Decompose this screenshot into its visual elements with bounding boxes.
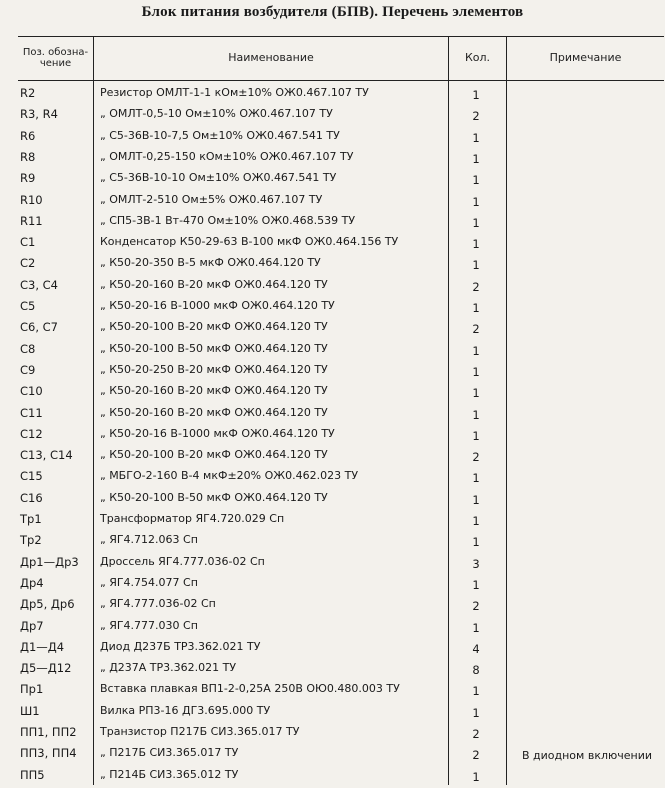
- row-quantity: 1: [472, 194, 480, 209]
- row-quantity: 2: [472, 279, 480, 294]
- row-position: ПП1, ПП2: [20, 725, 77, 739]
- row-position: R3, R4: [20, 107, 58, 122]
- table-row: [18, 530, 664, 553]
- row-position: Д5—Д12: [20, 661, 72, 676]
- row-quantity: 1: [472, 151, 480, 166]
- table-row: [18, 679, 664, 702]
- row-position: C8: [20, 341, 36, 356]
- row-position: R6: [20, 128, 36, 143]
- elements-table: [18, 36, 664, 785]
- row-position: C10: [20, 384, 43, 399]
- row-name: „ К50-20-100 В-50 мкФ ОЖ0.464.120 ТУ: [100, 490, 328, 504]
- row-quantity: 1: [472, 514, 480, 528]
- row-quantity: 1: [472, 88, 480, 102]
- row-name: Диод Д237Б ТР3.362.021 ТУ: [100, 639, 261, 653]
- table-row: [18, 317, 664, 340]
- row-position: ПП5: [20, 767, 45, 782]
- row-position: Пр1: [20, 682, 44, 697]
- table-row: [18, 701, 664, 724]
- row-name: „ К50-20-16 В-1000 мкФ ОЖ0.464.120 ТУ: [100, 299, 335, 312]
- table-row: [18, 168, 664, 191]
- row-position: Др7: [20, 618, 44, 633]
- table-row: [18, 126, 664, 149]
- header-name: Наименование: [228, 51, 314, 64]
- table-row: [18, 104, 664, 127]
- row-position: C11: [20, 405, 43, 420]
- row-name: „ К50-20-16 В-1000 мкФ ОЖ0.464.120 ТУ: [100, 426, 335, 440]
- row-quantity: 1: [472, 492, 480, 507]
- row-name: „ С5-36В-10-7,5 Ом±10% ОЖ0.467.541 ТУ: [100, 128, 340, 142]
- row-position: R2: [20, 86, 36, 100]
- row-name: Конденсатор К50-29-63 В-100 мкФ ОЖ0.464.156 ТУ: [100, 235, 399, 249]
- row-name: Вилка РП3-16 ДГ3.695.000 ТУ: [100, 703, 271, 717]
- row-quantity: 1: [472, 535, 480, 550]
- row-name: „ К50-20-250 В-20 мкФ ОЖ0.464.120 ТУ: [100, 362, 328, 376]
- row-name: Трансформатор ЯГ4.720.029 Сп: [100, 512, 285, 525]
- table-row: [18, 552, 664, 575]
- table-row: [18, 253, 664, 276]
- table-row: [18, 275, 664, 298]
- row-quantity: 1: [472, 130, 480, 145]
- row-position: ПП3, ПП4: [20, 746, 77, 761]
- row-name: „ Д237А ТР3.362.021 ТУ: [100, 661, 237, 675]
- row-position: C12: [20, 426, 43, 441]
- row-quantity: 1: [472, 769, 480, 784]
- row-name: „ К50-20-100 В-50 мкФ ОЖ0.464.120 ТУ: [100, 341, 328, 355]
- row-position: C13, C14: [20, 448, 73, 463]
- row-name: Вставка плавкая ВП1-2-0,25А 250В ОЮ0.480.003 ТУ: [100, 682, 400, 696]
- row-position: Др1—Др3: [20, 554, 79, 569]
- row-quantity: 1: [472, 620, 480, 635]
- row-name: „ К50-20-160 В-20 мкФ ОЖ0.464.120 ТУ: [100, 384, 328, 398]
- row-name: „ К50-20-100 В-20 мкФ ОЖ0.464.120 ТУ: [100, 448, 328, 462]
- row-quantity: 2: [472, 727, 480, 741]
- table-row: [18, 743, 664, 766]
- table-header-border: [18, 80, 664, 81]
- row-name: Транзистор П217Б СИ3.365.017 ТУ: [100, 725, 300, 738]
- row-name: „ К50-20-160 В-20 мкФ ОЖ0.464.120 ТУ: [100, 405, 328, 419]
- row-position: Др4: [20, 575, 44, 590]
- row-name: „ К50-20-160 В-20 мкФ ОЖ0.464.120 ТУ: [100, 277, 328, 291]
- table-row: [18, 190, 664, 213]
- row-name: „ К50-20-350 В-5 мкФ ОЖ0.464.120 ТУ: [100, 256, 321, 270]
- table-row: [18, 466, 664, 489]
- table-row: [18, 211, 664, 234]
- row-position: R9: [20, 171, 36, 186]
- table-row: [18, 381, 664, 404]
- row-name: „ МБГО-2-160 В-4 мкФ±20% ОЖ0.462.023 ТУ: [100, 469, 359, 483]
- row-quantity: 2: [472, 322, 480, 337]
- row-position: C6, C7: [20, 320, 59, 335]
- row-position: C2: [20, 256, 36, 271]
- row-name: „ С5-36В-10-10 Ом±10% ОЖ0.467.541 ТУ: [100, 171, 337, 185]
- table-row: [18, 616, 664, 639]
- row-quantity: 1: [472, 705, 480, 720]
- row-quantity: 1: [472, 301, 480, 315]
- header-note: Примечание: [549, 51, 622, 64]
- row-quantity: 1: [472, 577, 480, 592]
- row-quantity: 2: [472, 450, 480, 465]
- row-name: Резистор ОМЛТ-1-1 кОм±10% ОЖ0.467.107 ТУ: [100, 86, 369, 99]
- table-row: [18, 488, 664, 511]
- row-quantity: 1: [472, 237, 480, 252]
- table-row: [18, 83, 664, 106]
- table-row: [18, 594, 664, 617]
- row-name: „ П217Б СИ3.365.017 ТУ: [100, 746, 239, 760]
- table-row: [18, 296, 664, 319]
- row-quantity: 1: [472, 386, 480, 401]
- row-name: „ К50-20-100 В-20 мкФ ОЖ0.464.120 ТУ: [100, 320, 328, 334]
- row-position: Тр1: [20, 512, 42, 526]
- row-name: „ ЯГ4.777.036-02 Сп: [100, 597, 216, 611]
- row-quantity: 1: [472, 173, 480, 188]
- table-row: [18, 509, 664, 532]
- row-position: Др5, Др6: [20, 597, 75, 612]
- header-quantity: Кол.: [464, 51, 491, 64]
- table-row: [18, 232, 664, 255]
- table-row: [18, 573, 664, 596]
- row-quantity: 1: [472, 471, 480, 486]
- row-quantity: 2: [472, 748, 480, 763]
- row-position: Д1—Д4: [20, 639, 65, 654]
- table-row: [18, 637, 664, 660]
- table-row: [18, 147, 664, 170]
- row-quantity: 3: [472, 556, 480, 571]
- row-position: C5: [20, 299, 36, 313]
- row-quantity: 1: [472, 407, 480, 422]
- row-position: C16: [20, 490, 43, 505]
- row-quantity: 1: [472, 684, 480, 699]
- row-quantity: 2: [472, 599, 480, 614]
- row-name: „ ОМЛТ-0,5-10 Ом±10% ОЖ0.467.107 ТУ: [100, 107, 333, 121]
- row-name: „ ЯГ4.777.030 Сп: [100, 618, 198, 632]
- header-position: Поз. обозна- чение: [22, 47, 89, 69]
- table-row: [18, 424, 664, 447]
- row-name: „ ЯГ4.754.077 Сп: [100, 575, 198, 589]
- row-note: В диодном включении: [521, 749, 653, 763]
- row-position: C3, C4: [20, 277, 59, 292]
- row-position: Тр2: [20, 533, 42, 548]
- table-row: [18, 722, 664, 745]
- row-position: C15: [20, 469, 43, 484]
- row-name: „ ОМЛТ-2-510 Ом±5% ОЖ0.467.107 ТУ: [100, 192, 323, 206]
- row-position: R8: [20, 149, 36, 164]
- row-name: Дроссель ЯГ4.777.036-02 Сп: [100, 554, 265, 568]
- row-position: C1: [20, 235, 36, 250]
- row-quantity: 4: [472, 641, 480, 656]
- table-row: [18, 339, 664, 362]
- table-row: [18, 445, 664, 468]
- row-quantity: 1: [472, 343, 480, 358]
- table-row: [18, 360, 664, 383]
- row-name: „ ОМЛТ-0,25-150 кОм±10% ОЖ0.467.107 ТУ: [100, 149, 354, 163]
- page-title: Блок питания возбудителя (БПВ). Перечень элементов: [141, 4, 524, 20]
- table-row: [18, 765, 664, 788]
- row-quantity: 1: [472, 258, 480, 273]
- row-position: Ш1: [20, 703, 40, 718]
- row-quantity: 2: [472, 109, 480, 124]
- row-quantity: 8: [472, 663, 480, 678]
- row-quantity: 1: [472, 215, 480, 230]
- table-row: [18, 658, 664, 681]
- row-quantity: 1: [472, 428, 480, 443]
- row-name: „ ЯГ4.712.063 Сп: [100, 533, 198, 547]
- row-name: „ П214Б СИ3.365.012 ТУ: [100, 767, 239, 781]
- row-position: R10: [20, 192, 43, 207]
- row-quantity: 1: [472, 364, 480, 379]
- row-name: „ СП5-3В-1 Вт-470 Ом±10% ОЖ0.468.539 ТУ: [100, 213, 356, 227]
- row-position: C9: [20, 362, 36, 377]
- table-row: [18, 403, 664, 426]
- row-position: R11: [20, 213, 43, 228]
